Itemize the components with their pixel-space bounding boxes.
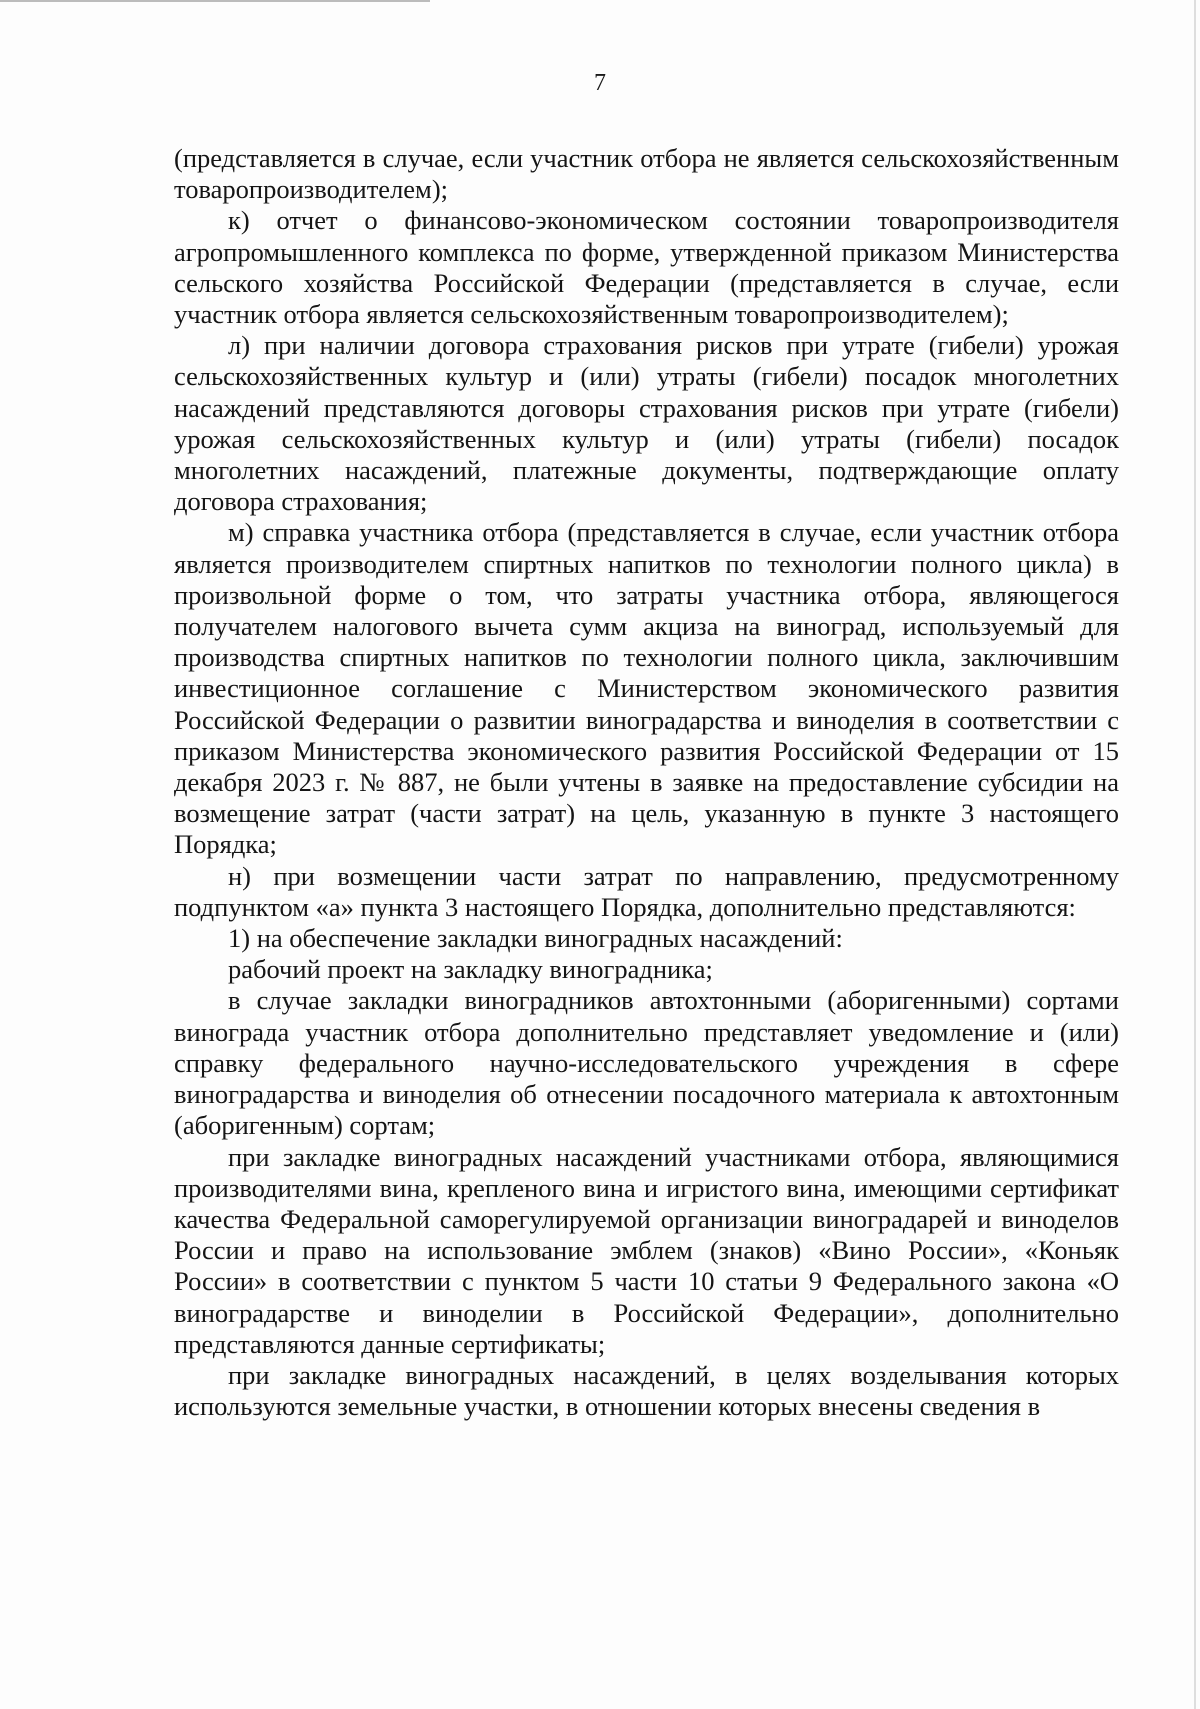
paragraph-m: м) справка участника отбора (представляется в случае, если участник отбора является производителем спиртных напитков по технологии полного цикла) в произвольной форме о том, что затраты участника отбора, являющегося получателем налогового вычета сумм акциза на виноград, используемый для производства спиртных напитков по технологии полного цикла, заключившим инвестиционное соглашение с Министерством экономического развития Российской Федерации о развитии виноградарства и виноделия в соответствии с приказом Министерства экономического развития Российской Федерации от 15 декабря 2023 г. № 887, не были учтены в заявке на предоставление субсидии на возмещение затрат (части затрат) на цель, указанную в пункте 3 настоящего Порядка; bbox=[174, 517, 1119, 860]
paragraph-working-project: рабочий проект на закладку виноградника; bbox=[228, 954, 713, 985]
paragraph-k: к) отчет о финансово-экономическом состоянии товаропроизводителя агропромышленного комплекса по форме, утвержденной приказом Министерства сельского хозяйства Российской Федерации (представляется в случае, если участник отбора является сельскохозяйственным товаропроизводителем); bbox=[174, 205, 1119, 330]
paragraph-item-1: 1) на обеспечение закладки виноградных насаждений: bbox=[228, 923, 843, 954]
paragraph-autochthonous-varieties: в случае закладки виноградников автохтонными (аборигенными) сортами винограда участник отбора дополнительно представляет уведомление и (или) справку федерального научно-исследовательского учреждения в сфере виноградарства и виноделия об отнесении посадочного материала к автохтонным (аборигенным) сортам; bbox=[174, 985, 1119, 1141]
page-number: 7 bbox=[594, 70, 606, 96]
paragraph-land-plots: при закладке виноградных насаждений, в целях возделывания которых используются земельные участки, в отношении которых внесены сведения в bbox=[174, 1359, 1119, 1422]
scan-edge-mark bbox=[1194, 0, 1196, 1709]
scan-edge-mark bbox=[0, 0, 430, 2]
paragraph-certificates: при закладке виноградных насаждений участниками отбора, являющимися производителями вина, крепленого вина и игристого вина, имеющими сертификат качества Федеральной саморегулируемой организации виноградарей и виноделов России и право на использование эмблем (знаков) «Вино России», «Коньяк России» в соответствии с пунктом 5 части 10 статьи 9 Федерального закона «О виноградарстве и виноделии в Российской Федерации», дополнительно представляются данные сертификаты; bbox=[174, 1141, 1119, 1359]
document-body bbox=[174, 143, 1119, 1422]
paragraph-l: л) при наличии договора страхования рисков при утрате (гибели) урожая сельскохозяйственных культур и (или) утраты (гибели) посадок многолетних насаждений представляются договоры страхования рисков при утрате (гибели) урожая сельскохозяйственных культур и (или) утраты (гибели) посадок многолетних насаждений, платежные документы, подтверждающие оплату договора страхования; bbox=[174, 330, 1119, 517]
paragraph-continuation: (представляется в случае, если участник отбора не является сельскохозяйственным товаропроизводителем); bbox=[174, 143, 1119, 205]
paragraph-n: н) при возмещении части затрат по направлению, предусмотренному подпунктом «а» пункта 3 настоящего Порядка, дополнительно представляются: bbox=[174, 860, 1119, 922]
